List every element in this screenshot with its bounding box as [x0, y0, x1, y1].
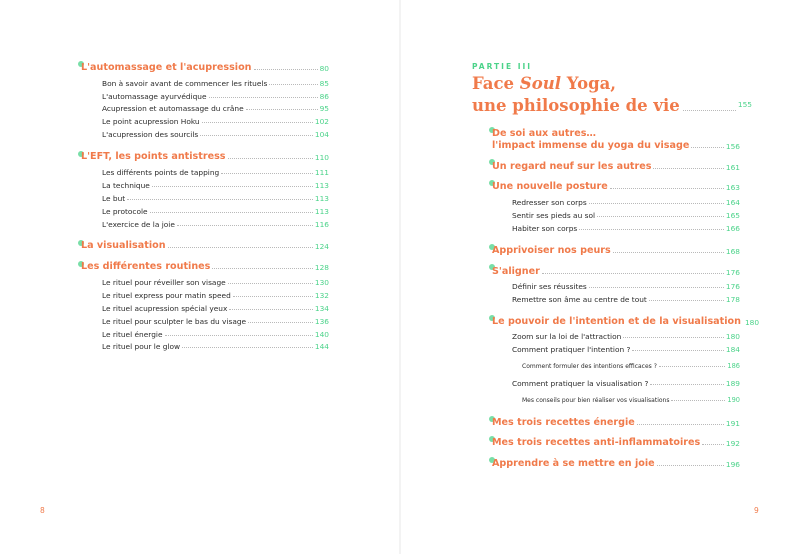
- leader-dots: [246, 109, 318, 110]
- leader-dots: [150, 212, 313, 213]
- toc-section-title: l'impact immense du yoga du visage: [492, 140, 690, 151]
- toc-entry-label: Le protocole: [102, 207, 148, 216]
- toc-page-number: 164: [725, 198, 740, 207]
- toc-entry[interactable]: [102, 92, 329, 101]
- leader-dots: [659, 366, 726, 367]
- toc-entry[interactable]: [512, 295, 740, 304]
- toc-page-number: 113: [314, 207, 329, 216]
- toc-section[interactable]: [492, 316, 760, 327]
- leader-dots: [613, 252, 724, 253]
- toc-entry[interactable]: [102, 194, 329, 203]
- toc-entry[interactable]: [102, 181, 329, 190]
- toc-entry[interactable]: [102, 130, 329, 139]
- toc-section[interactable]: [81, 151, 329, 162]
- toc-entry-label: La technique: [102, 181, 150, 190]
- toc-page-number: 176: [725, 282, 740, 291]
- toc-page-number: 86: [319, 92, 329, 101]
- toc-page-number: 124: [314, 242, 329, 251]
- leader-dots: [209, 97, 318, 98]
- toc-section-title: S'aligner: [492, 266, 540, 277]
- toc-entry-label: Définir ses réussites: [512, 282, 587, 291]
- toc-section-title: L'EFT, les points antistress: [81, 151, 226, 162]
- toc-entry-label: Comment pratiquer l'intention ?: [512, 345, 631, 354]
- toc-entry[interactable]: [102, 304, 329, 313]
- toc-entry[interactable]: [102, 207, 329, 216]
- toc-entry[interactable]: [102, 168, 329, 177]
- toc-entry-label: Le point acupression Hoku: [102, 117, 200, 126]
- leader-dots: [212, 268, 313, 269]
- toc-page-number: 110: [314, 153, 329, 162]
- toc-page-number: 104: [314, 130, 329, 139]
- leader-dots: [233, 296, 313, 297]
- leader-dots: [650, 384, 723, 385]
- leader-dots: [177, 225, 313, 226]
- toc-page-number: 196: [725, 460, 740, 469]
- leader-dots: [702, 444, 724, 445]
- page-folio: 9: [754, 506, 759, 515]
- toc-page-number: 165: [725, 211, 740, 220]
- toc-entry[interactable]: [512, 198, 740, 207]
- toc-entry-label: Le rituel pour réveiller son visage: [102, 278, 226, 287]
- toc-section-title-line1: De soi aux autres…: [492, 128, 597, 139]
- part-title-line2-row: [472, 94, 752, 116]
- toc-page-number: 111: [314, 168, 329, 177]
- toc-entry-label: Le rituel acupression spécial yeux: [102, 304, 228, 313]
- leader-dots: [221, 173, 313, 174]
- toc-section[interactable]: [492, 161, 740, 172]
- leader-dots: [200, 135, 313, 136]
- toc-entry[interactable]: [102, 330, 329, 339]
- part-title-line2: une philosophie de vie: [472, 96, 680, 115]
- toc-page-number: 113: [314, 181, 329, 190]
- toc-entry-label: Le rituel pour sculpter le bas du visage: [102, 317, 247, 326]
- page-folio: 8: [40, 506, 45, 515]
- toc-page-number: 184: [725, 345, 740, 354]
- leader-dots: [657, 465, 724, 466]
- toc-entry-label: Remettre son âme au centre de tout: [512, 295, 647, 304]
- toc-entry-label: Habiter son corps: [512, 224, 578, 233]
- toc-entry-label: Mes conseils pour bien réaliser vos visualisations: [522, 397, 670, 404]
- part-title-pre: Face: [472, 74, 520, 93]
- leader-dots: [228, 158, 313, 159]
- toc-entry[interactable]: [102, 317, 329, 326]
- toc-section-title: Mes trois recettes anti-inflammatoires: [492, 437, 701, 448]
- toc-entry[interactable]: [512, 332, 740, 341]
- toc-entry[interactable]: [512, 282, 740, 291]
- toc-section-title: L'automassage et l'acupression: [81, 62, 252, 73]
- toc-section-title: Mes trois recettes énergie: [492, 417, 635, 428]
- toc-entry-label: Les différents points de tapping: [102, 168, 220, 177]
- toc-page-number: 130: [314, 278, 329, 287]
- toc-page-number: 85: [319, 79, 329, 88]
- toc-page-number: 95: [319, 104, 329, 113]
- toc-page-number: 136: [314, 317, 329, 326]
- toc-page-number: 128: [314, 263, 329, 272]
- leader-dots: [623, 337, 724, 338]
- toc-entry-label: Le but: [102, 194, 126, 203]
- toc-page-number: 163: [725, 183, 740, 192]
- toc-section-title: Le pouvoir de l'intention et de la visualisation: [492, 316, 741, 327]
- toc-entry-label: Le rituel express pour matin speed: [102, 291, 231, 300]
- toc-entry[interactable]: [512, 345, 740, 354]
- toc-section-title: La visualisation: [81, 240, 166, 251]
- toc-section[interactable]: [492, 245, 740, 256]
- toc-page-number: 186: [727, 362, 740, 370]
- leader-dots: [168, 247, 313, 248]
- leader-dots: [579, 229, 724, 230]
- leader-dots: [248, 322, 313, 323]
- toc-entry[interactable]: [102, 342, 329, 351]
- toc-entry-label: Bon à savoir avant de commencer les rituels: [102, 79, 268, 88]
- toc-page-number: 190: [727, 396, 740, 404]
- toc-page-number: 144: [314, 342, 329, 351]
- leader-dots: [597, 216, 724, 217]
- part-label: PARTIE III: [472, 62, 533, 71]
- leader-dots: [632, 350, 723, 351]
- part-title-emphasis: Soul: [519, 74, 561, 93]
- toc-section-line1: [492, 128, 740, 139]
- toc-entry-label: L'acupression des sourcils: [102, 130, 199, 139]
- toc-page-number: 180: [725, 332, 740, 341]
- toc-page-number: 113: [314, 194, 329, 203]
- leader-dots: [165, 335, 313, 336]
- toc-section-title: Les différentes routines: [81, 261, 211, 272]
- toc-entry[interactable]: [102, 79, 329, 88]
- toc-page-number: 191: [725, 419, 740, 428]
- toc-subentry[interactable]: [522, 362, 740, 370]
- toc-entry[interactable]: [102, 220, 329, 229]
- toc-entry-label: Comment pratiquer la visualisation ?: [512, 379, 649, 388]
- toc-section[interactable]: [492, 437, 740, 448]
- leader-dots: [269, 84, 317, 85]
- toc-entry-label: Sentir ses pieds au sol: [512, 211, 596, 220]
- part-title-line1: [472, 73, 752, 94]
- toc-section-title: Un regard neuf sur les autres: [492, 161, 652, 172]
- leader-dots: [653, 168, 723, 169]
- toc-subentry[interactable]: [522, 396, 740, 404]
- leader-dots: [637, 424, 724, 425]
- toc-page-number: 192: [725, 439, 740, 448]
- toc-section[interactable]: [492, 181, 740, 192]
- leader-dots: [152, 186, 313, 187]
- toc-section[interactable]: [492, 266, 740, 277]
- toc-section[interactable]: [81, 261, 329, 272]
- toc-page-number: 132: [314, 291, 329, 300]
- toc-page-number: 178: [725, 295, 740, 304]
- toc-page-number: 176: [725, 268, 740, 277]
- leader-dots: [610, 188, 724, 189]
- toc-entry[interactable]: [512, 224, 740, 233]
- toc-page-number: 80: [319, 64, 329, 73]
- leader-dots: [182, 347, 313, 348]
- toc-page-number: 180: [744, 318, 760, 327]
- toc-section[interactable]: [81, 240, 329, 251]
- toc-section[interactable]: [492, 417, 740, 428]
- leader-dots: [649, 300, 724, 301]
- toc-page-number: 155: [737, 100, 752, 109]
- toc-entry-label: Zoom sur la loi de l'attraction: [512, 332, 622, 341]
- toc-entry[interactable]: [102, 117, 329, 126]
- toc-section-title: Apprivoiser nos peurs: [492, 245, 611, 256]
- toc-entry[interactable]: [102, 291, 329, 300]
- toc-entry[interactable]: [102, 104, 329, 113]
- leader-dots: [229, 309, 313, 310]
- toc-entry-label: L'exercice de la joie: [102, 220, 175, 229]
- toc-entry-label: Redresser son corps: [512, 198, 587, 207]
- leader-dots: [127, 199, 313, 200]
- toc-page-number: 140: [314, 330, 329, 339]
- toc-page-number: 116: [314, 220, 329, 229]
- leader-dots: [202, 122, 313, 123]
- leader-dots: [671, 400, 725, 401]
- toc-entry-label: L'automassage ayurvédique: [102, 92, 207, 101]
- toc-page-number: 156: [725, 142, 740, 151]
- toc-page-number: 168: [725, 247, 740, 256]
- leader-dots: [254, 69, 318, 70]
- leader-dots: [589, 203, 724, 204]
- toc-section-title: Apprendre à se mettre en joie: [492, 458, 655, 469]
- toc-entry-label: Acupression et automassage du crâne: [102, 104, 244, 113]
- toc-page-number: 134: [314, 304, 329, 313]
- toc-section[interactable]: [81, 62, 329, 73]
- toc-entry-label: Le rituel énergie: [102, 330, 163, 339]
- part-title[interactable]: [472, 73, 752, 116]
- toc-entry[interactable]: [512, 379, 740, 388]
- toc-entry[interactable]: [102, 278, 329, 287]
- toc-section[interactable]: [492, 458, 740, 469]
- leader-dots: [589, 287, 724, 288]
- right-page: [400, 0, 800, 554]
- leader-dots: [683, 110, 736, 111]
- toc-page-number: 161: [725, 163, 740, 172]
- toc-page-number: 166: [725, 224, 740, 233]
- toc-section-title: Une nouvelle posture: [492, 181, 608, 192]
- toc-entry-label: Le rituel pour le glow: [102, 342, 181, 351]
- part-title-post: Yoga,: [560, 74, 617, 93]
- leader-dots: [228, 283, 313, 284]
- toc-page-number: 102: [314, 117, 329, 126]
- leader-dots: [542, 273, 724, 274]
- toc-page-number: 189: [725, 379, 740, 388]
- leader-dots: [691, 147, 724, 148]
- toc-entry-label: Comment formuler des intentions efficaces ?: [522, 363, 657, 370]
- toc-entry[interactable]: [512, 211, 740, 220]
- toc-section[interactable]: [492, 140, 740, 151]
